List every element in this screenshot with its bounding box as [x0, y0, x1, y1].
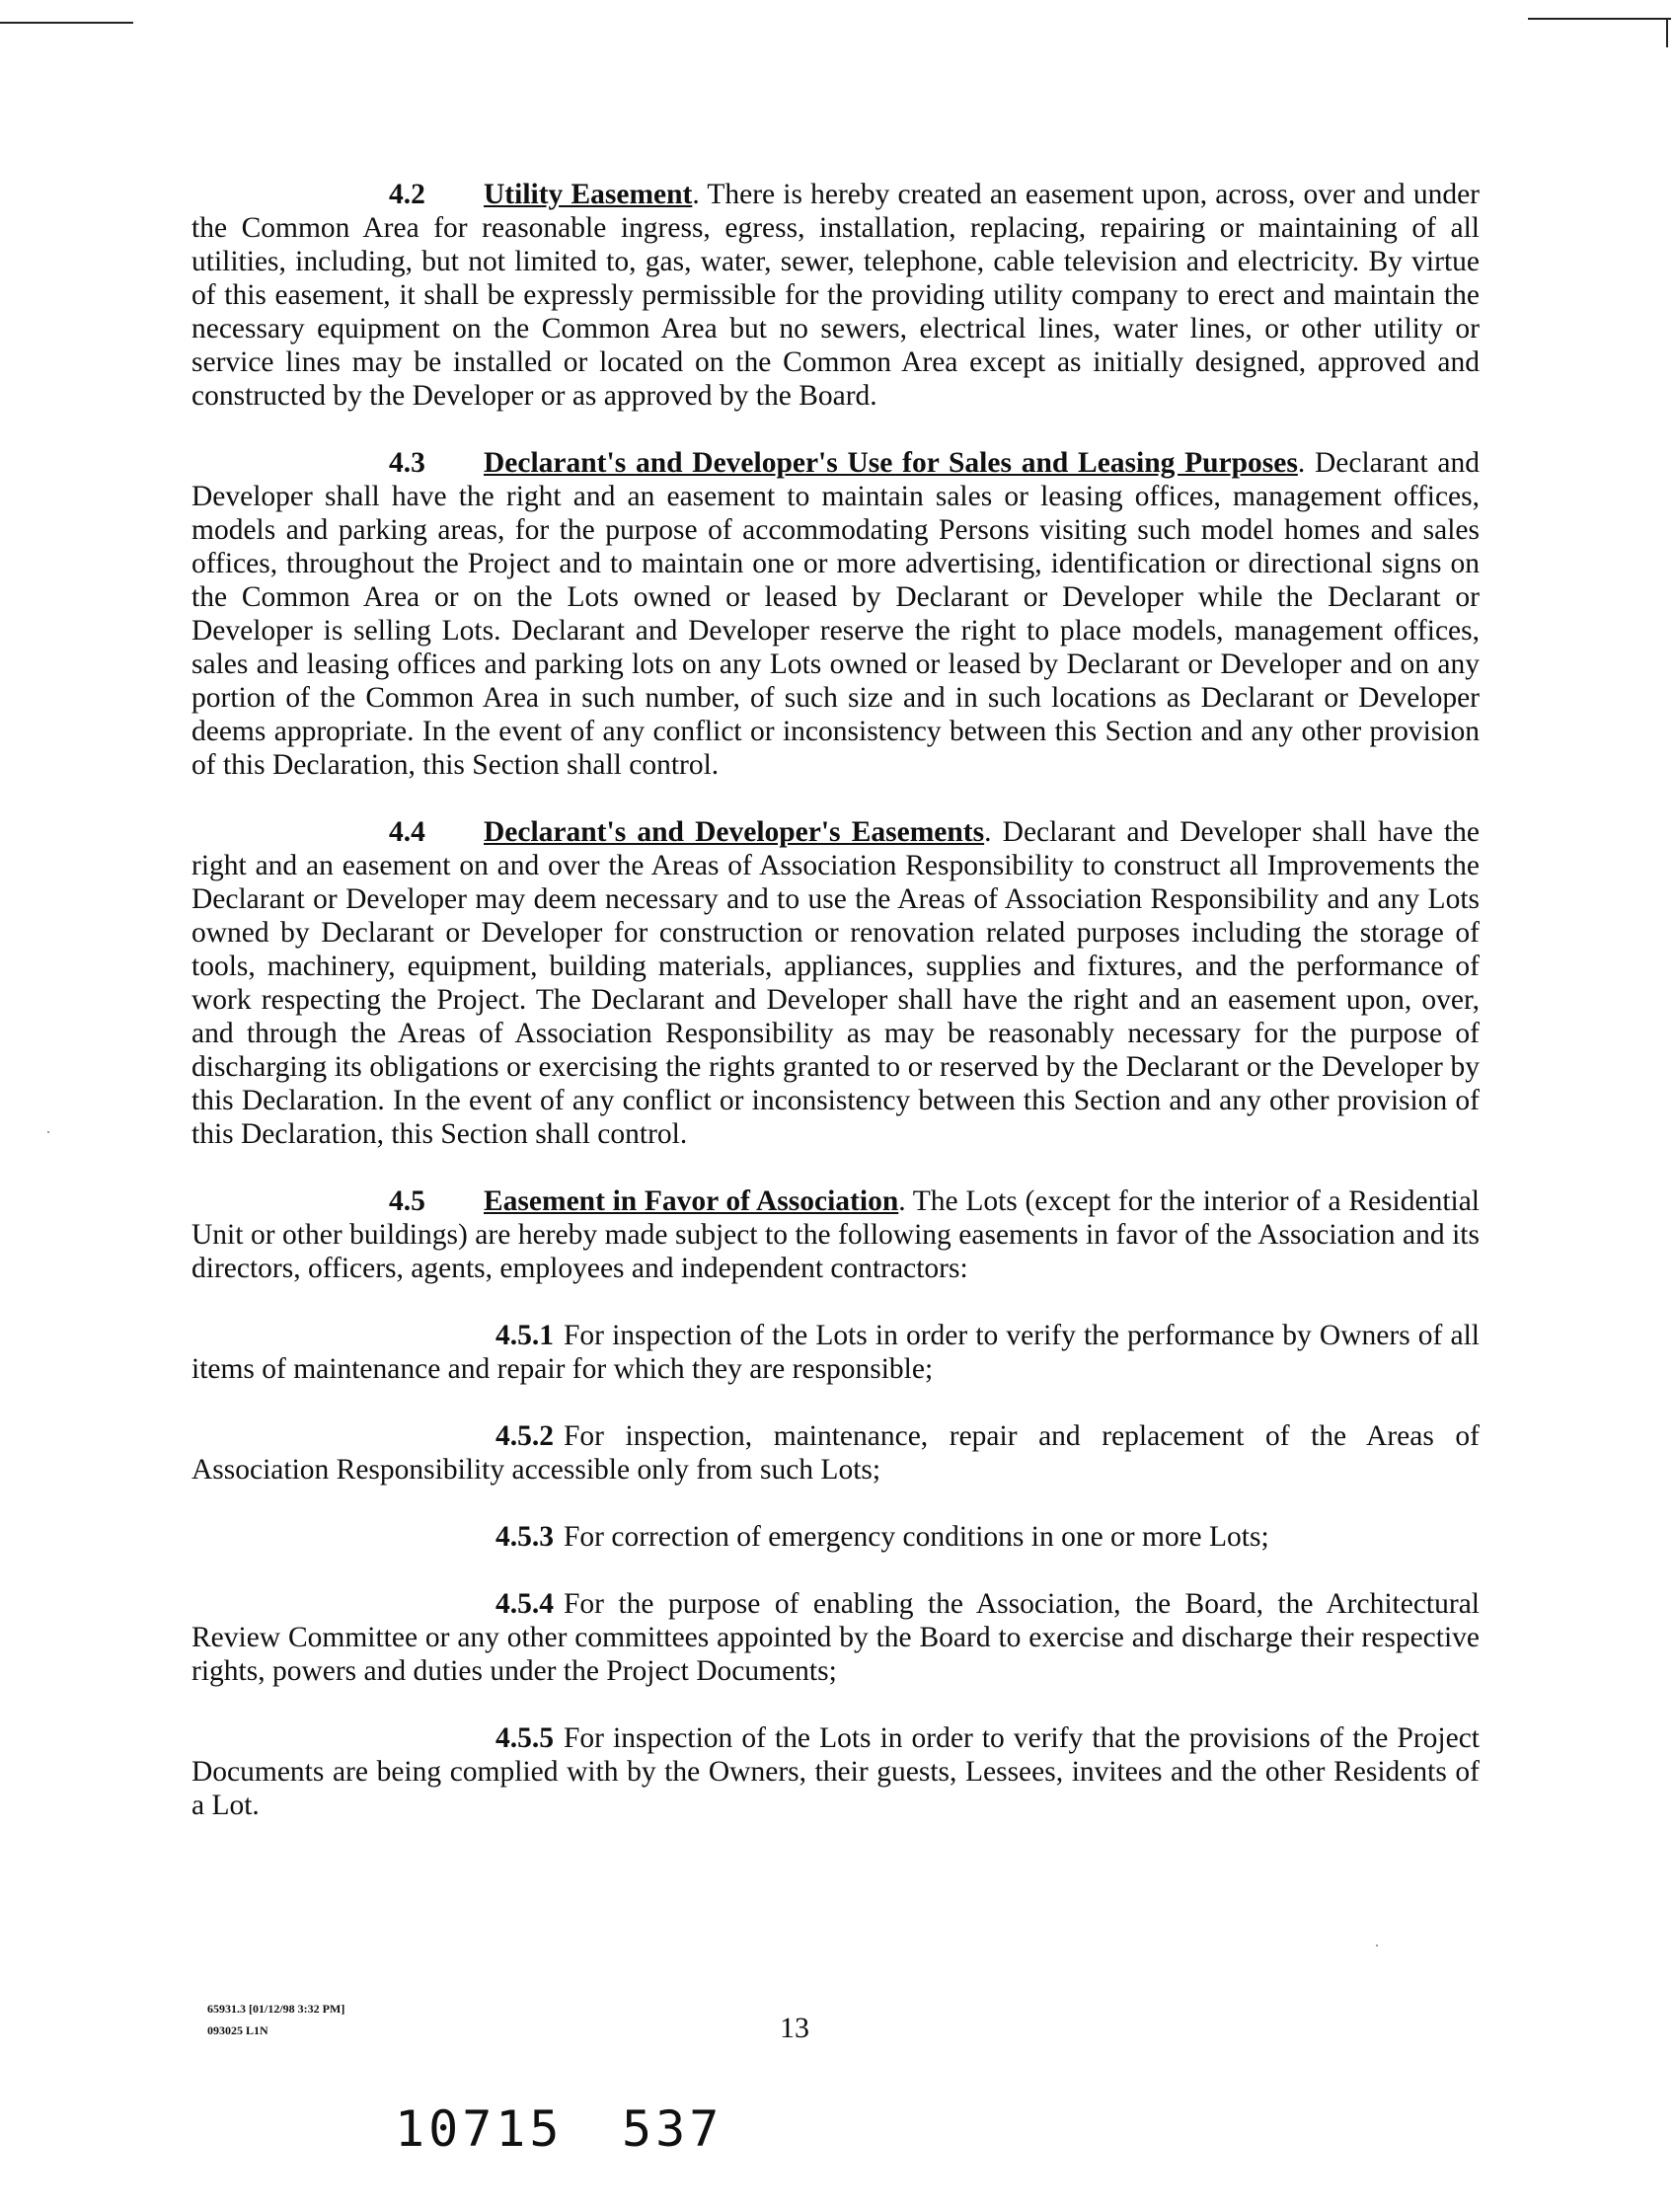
subsection-4-5-4 [191, 1587, 1480, 1688]
subsection-text: For inspection of the Lots in order to verify the performance by Owners of all items of maintenance and repair for which they are responsible; [191, 1320, 1480, 1385]
section-heading: Declarant's and Developer's Use for Sales and Leasing Purposes [484, 447, 1298, 479]
section-text: . Declarant and Developer shall have the right and an easement to maintain sales or leasing offices, management offices, models and parking areas, for the purpose of accommodating Persons visiting such model homes and sales offices, throughout the Project and to maintain one or more advertising, identification or directional signs on the Common Area or on the Lots owned or leased by Declarant or Developer while the Declarant or Developer is selling Lots. Declarant and Developer reserve the right to place models, management offices, sales and leasing offices and parking lots on any Lots owned or leased by Declarant or Developer and on any portion of the Common Area in such number, of such size and in such locations as Declarant or Developer deems appropriate. In the event of any conflict or inconsistency between this Section and any other provision of this Declaration, this Section shall control. [191, 447, 1480, 781]
subsection-number: 4.5.5 [495, 1722, 554, 1754]
section-number: 4.2 [389, 179, 425, 210]
subsection-number: 4.5.3 [495, 1521, 554, 1553]
subsection-text: For the purpose of enabling the Association, the Board, the Architectural Review Committee or any other committees appointed by the Board to exercise and discharge their respective rights, powers and duties under the Project Documents; [191, 1588, 1480, 1687]
subsection-4-5-2 [191, 1419, 1480, 1487]
footer-file-code: 093025 L1N [207, 2023, 268, 2037]
page-number: 13 [780, 2012, 809, 2044]
section-number: 4.3 [389, 447, 425, 479]
subsection-4-5-1 [191, 1319, 1480, 1386]
section-text: . There is hereby created an easement upon, across, over and under the Common Area for reasonable ingress, egress, installation, replacing, repairing or maintaining of all utilities, including, but not limited to, gas, water, sewer, telephone, cable television and electricity. By virtue of this easement, it shall be expressly permissible for the providing utility company to erect and maintain the necessary equipment on the Common Area but no sewers, electrical lines, water lines, or other utility or service lines may be installed or located on the Common Area except as initially designed, approved and constructed by the Developer or as approved by the Board. [191, 179, 1480, 412]
scan-speck [1376, 1945, 1378, 1946]
document-body [191, 178, 1480, 1856]
subsection-text: For correction of emergency conditions in one or more Lots; [564, 1521, 1269, 1553]
section-number: 4.5 [389, 1185, 425, 1217]
scan-speck [47, 1131, 49, 1133]
footer-doc-code: 65931.3 [01/12/98 3:32 PM] [207, 2002, 345, 2016]
scan-edge-mark [1666, 18, 1668, 47]
section-4-4 [191, 815, 1480, 1151]
section-text: . Declarant and Developer shall have the right and an easement on and over the Areas of Association Responsibility to construct all Improvements the Declarant or Developer may deem necessary and to use the Areas of Association Responsibility and any Lots owned by Declarant or Developer for construction or renovation related purposes including the storage of tools, machinery, equipment, building materials, appliances, supplies and fixtures, and the performance of work respecting the Project. The Declarant and Developer shall have the right and an easement upon, over, and through the Areas of Association Responsibility as may be reasonably necessary for the purpose of discharging its obligations or exercising the rights granted to or reserved by the Declarant or the Developer by this Declaration. In the event of any conflict or inconsistency between this Section and any other provision of this Declaration, this Section shall control. [191, 816, 1480, 1150]
scan-edge-mark [0, 22, 133, 24]
subsection-number: 4.5.2 [495, 1420, 554, 1452]
scan-edge-mark [1528, 18, 1671, 20]
section-number: 4.4 [389, 816, 425, 848]
subsection-number: 4.5.1 [495, 1320, 554, 1351]
subsection-number: 4.5.4 [495, 1588, 554, 1620]
recording-book-number: 10715 [395, 2100, 564, 2158]
subsection-text: For inspection, maintenance, repair and replacement of the Areas of Association Responsibility accessible only from such Lots; [191, 1420, 1480, 1486]
section-text: . The Lots (except for the interior of a Residential Unit or other buildings) are hereby made subject to the following easements in favor of the Association and its directors, officers, agents, employees and independent contractors: [191, 1185, 1481, 1284]
recording-page-number: 537 [622, 2100, 723, 2158]
subsection-4-5-5 [191, 1721, 1480, 1822]
subsection-4-5-3 [191, 1520, 1480, 1554]
section-heading: Easement in Favor of Association [484, 1185, 899, 1217]
section-4-2 [191, 178, 1480, 413]
subsection-text: For inspection of the Lots in order to verify that the provisions of the Project Documents are being complied with by the Owners, their guests, Lessees, invitees and the other Residents of a Lot. [191, 1722, 1480, 1821]
section-heading: Declarant's and Developer's Easements [484, 816, 985, 848]
section-4-5 [191, 1184, 1480, 1285]
section-heading: Utility Easement [484, 179, 693, 210]
section-4-3 [191, 446, 1480, 782]
